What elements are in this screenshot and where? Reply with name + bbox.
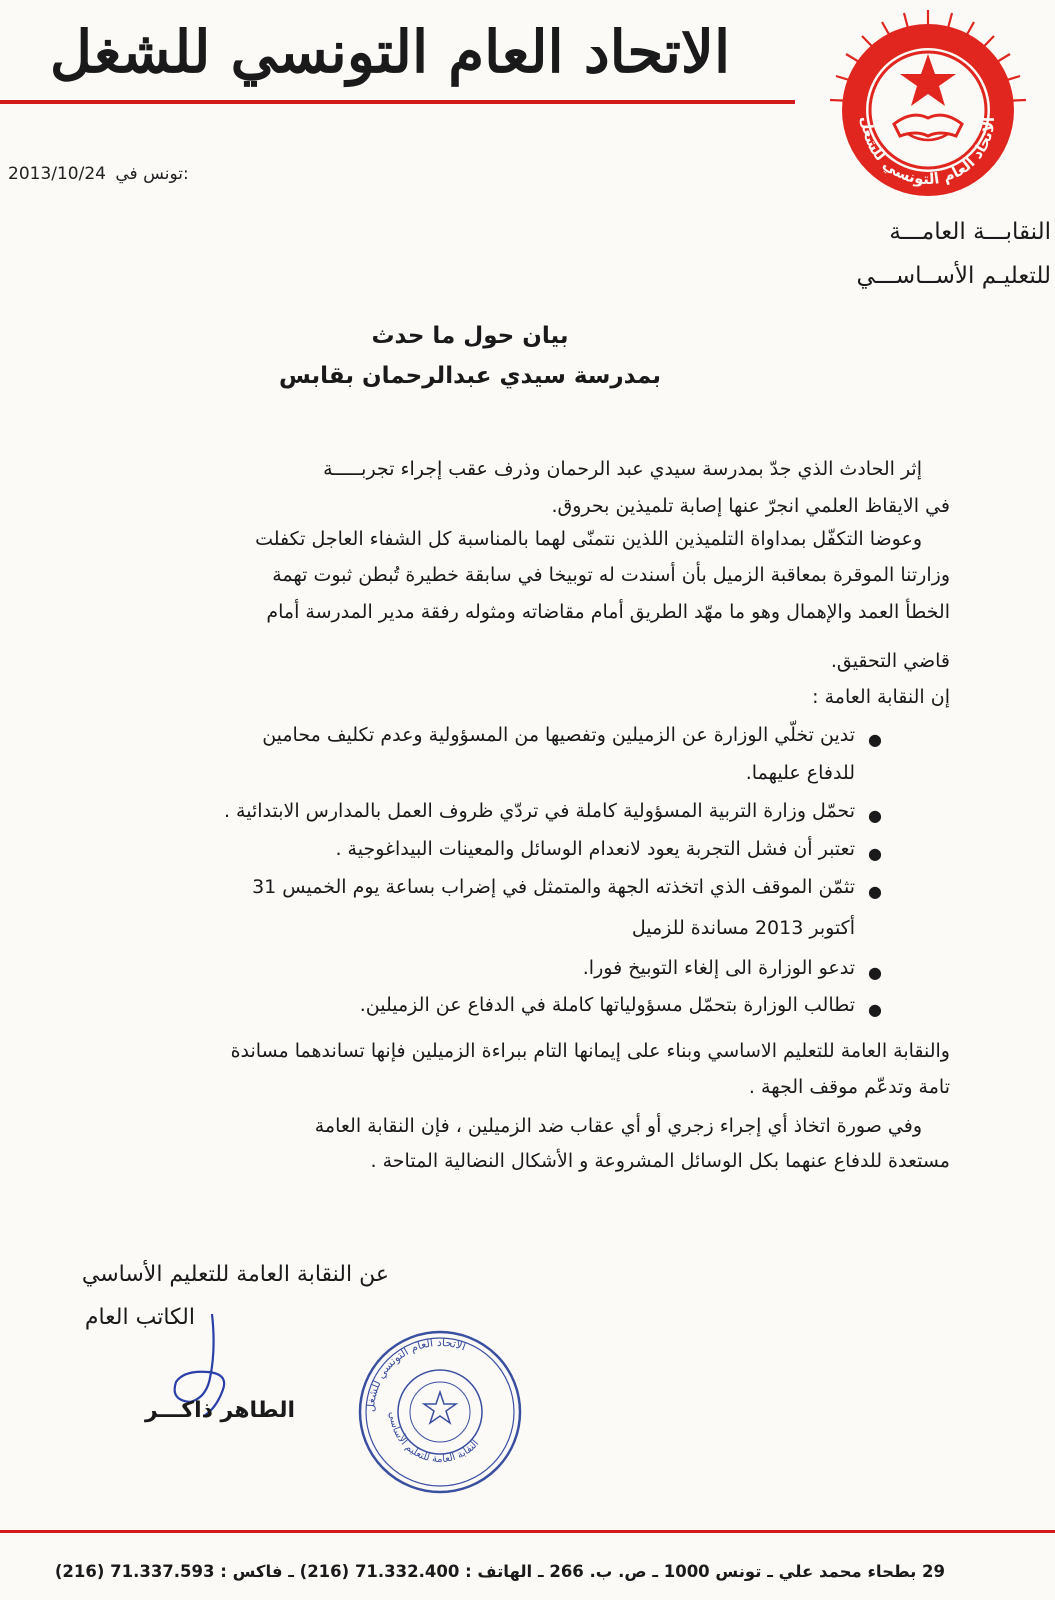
signature-title: الكاتب العام — [84, 1305, 195, 1330]
body-line: في الايقاظ العلمي انجرّ عنها إصابة تلميذين بحروق. — [551, 495, 950, 517]
footer-divider — [0, 1530, 1055, 1533]
list-item: تعتبر أن فشل التجربة يعود لانعدام الوسائل والمعينات البيداغوجية . — [335, 838, 855, 860]
organization-title: الاتحاد العام التونسي للشغل — [49, 18, 731, 86]
list-item: تحمّل وزارة التربية المسؤولية كاملة في تردّي ظروف العمل بالمدارس الابتدائية . — [223, 800, 855, 822]
ugtt-logo-icon — [822, 6, 1034, 202]
list-item-continuation: أكتوبر 2013 مساندة للزميل — [631, 917, 855, 939]
stamp-outer-text: الاتحاد العام التونسي للشغل — [363, 1335, 468, 1413]
bullet-icon: ● — [868, 806, 882, 825]
union-name — [857, 210, 1052, 298]
union-name-line-1: النقابـــة العامـــة — [889, 219, 1051, 245]
union-name-line-2: للتعليـم الأســاســـي — [856, 263, 1051, 289]
signature-org-line: عن النقابة العامة للتعليم الأساسي — [81, 1262, 389, 1287]
body-line: وعوضا التكفّل بمداواة التلميذين اللذين نتمنّى لهما بالمناسبة كل الشفاء العاجل تكفلت — [255, 528, 922, 550]
bullet-icon: ● — [868, 1000, 882, 1019]
body-line: تامة وتدعّم موقف الجهة . — [748, 1076, 950, 1098]
body-line: والنقابة العامة للتعليم الاساسي وبناء على إيمانها التام ببراءة الزميلين فإنها تساندهما مساندة — [230, 1040, 950, 1062]
statement-subtitle: بمدرسة سيدي عبدالرحمان بقابس — [279, 363, 661, 389]
svg-text:الاتحاد العام التونسي للشغل — [364, 1336, 468, 1412]
logo-text: الاتحاد العام التونسي للشغل — [857, 115, 999, 189]
body-line: وزارتنا الموقرة بمعاقبة الزميل بأن أسندت له توبيخا في سابقة خطيرة تُبطن ثبوت تهمة — [272, 564, 950, 586]
stamp-inner-text: النقابة العامة للتعليم الأساسي — [386, 1411, 482, 1466]
body-line: إن النقابة العامة : — [812, 686, 950, 708]
list-item: تثمّن الموقف الذي اتخذته الجهة والمتمثل في إضراب بساعة يوم الخميس 31 — [252, 876, 855, 898]
body-line: قاضي التحقيق. — [830, 650, 950, 672]
signatory-name: الطاهر ذاكـــر — [145, 1398, 295, 1423]
date-label: تونس في: — [115, 164, 189, 184]
footer-address: 29 بطحاء محمد علي ـ تونس 1000 ـ ص. ب. 266 ـ الهاتف : 71.332.400 (216) ـ فاكس : 71.337.593 (216) — [54, 1562, 945, 1581]
bullet-icon: ● — [868, 730, 882, 749]
header-divider — [0, 100, 795, 104]
list-item: تطالب الوزارة بتحمّل مسؤولياتها كاملة في الدفاع عن الزميلين. — [359, 994, 855, 1016]
date-value: 2013/10/24 — [8, 164, 106, 184]
body-line: الخطأ العمد والإهمال وهو ما مهّد الطريق أمام مقاضاته ومثوله رفقة مدير المدرسة أمام — [266, 601, 950, 623]
body-line: مستعدة للدفاع عنهما بكل الوسائل المشروعة و الأشكال النضالية المتاحة . — [370, 1150, 950, 1172]
bullet-icon: ● — [868, 963, 882, 982]
bullet-icon: ● — [868, 844, 882, 863]
list-item: تدين تخلّي الوزارة عن الزميلين وتفصيها من المسؤولية وعدم تكليف محامين — [262, 724, 855, 746]
list-item-continuation: للدفاع عليهما. — [745, 762, 855, 784]
date-line — [8, 164, 189, 184]
statement-title: بيان حول ما حدث — [371, 323, 569, 349]
body-line: وفي صورة اتخاذ أي إجراء زجري أو أي عقاب ضد الزميلين ، فإن النقابة العامة — [314, 1115, 922, 1137]
bullet-icon: ● — [868, 882, 882, 901]
official-stamp-icon — [356, 1328, 524, 1496]
list-item: تدعو الوزارة الى إلغاء التوبيخ فورا. — [582, 957, 855, 979]
body-line: إثر الحادث الذي جدّ بمدرسة سيدي عبد الرحمان وذرف عقب إجراء تجربـــــة — [323, 458, 922, 480]
